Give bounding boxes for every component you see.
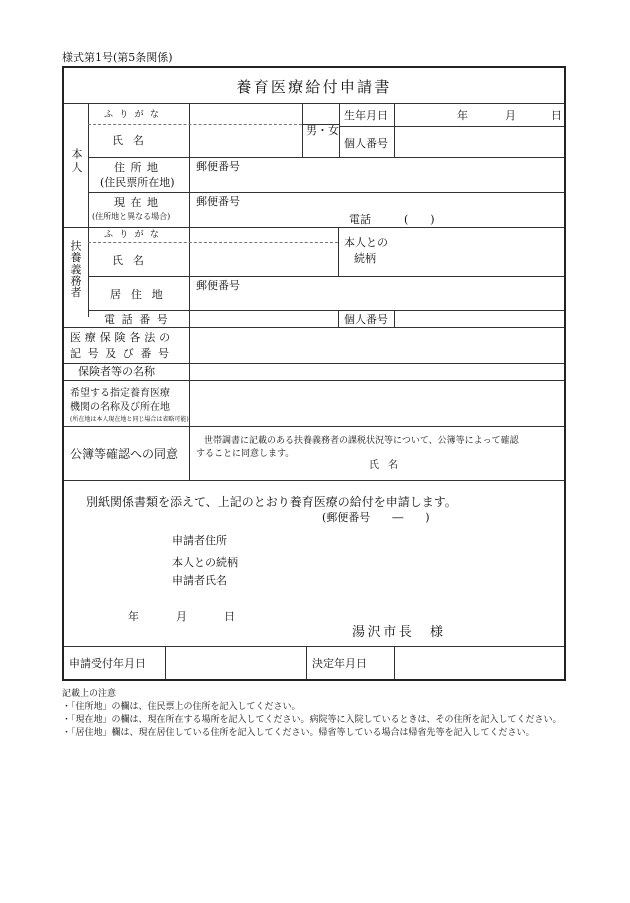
institution-label-1: 希望する指定養育医療: [70, 388, 170, 399]
insurance-symbol-label-2: 記号及び番号: [70, 347, 176, 360]
guardian-phone-label: 電話番号: [104, 313, 175, 326]
guardian-personal-number-label: 個人番号: [344, 313, 388, 326]
guardian-personal-number-input[interactable]: [396, 311, 562, 326]
residence-postal-label: 郵便番号: [196, 279, 240, 292]
address-label: 住所地: [114, 161, 164, 174]
application-year-unit: 年: [128, 610, 139, 623]
application-form: [62, 66, 566, 681]
guardian-furigana-input[interactable]: [191, 229, 336, 241]
child-furigana-input[interactable]: [191, 105, 301, 123]
applicant-name-input[interactable]: [239, 572, 539, 588]
section-child: 本人: [70, 148, 83, 175]
applicant-address-input[interactable]: [239, 532, 539, 548]
child-sex-option[interactable]: 男・女: [306, 124, 339, 137]
residence-input[interactable]: [191, 292, 561, 309]
applicant-relation-input[interactable]: [239, 554, 539, 570]
birth-year-unit: 年: [457, 109, 468, 122]
child-name-label: 氏名: [112, 134, 154, 147]
insurance-symbol-input[interactable]: [191, 329, 561, 362]
application-statement: 別紙関係書類を添えて、上記のとおり養育医療の給付を申請します。: [86, 495, 457, 509]
consent-label: 公簿等確認への同意: [70, 447, 179, 461]
decision-date-input[interactable]: [396, 648, 562, 677]
phone-area-code[interactable]: ( ): [404, 213, 435, 226]
address-sublabel: (住民票所在地): [100, 176, 175, 189]
address-input[interactable]: [191, 174, 561, 191]
relation-label-line2: 続柄: [354, 252, 376, 265]
applicant-address-label: 申請者住所: [172, 534, 227, 547]
child-name-input[interactable]: [191, 126, 301, 156]
guardian-name-label: 氏名: [112, 254, 154, 267]
guardian-furigana-label: ふりがな: [104, 230, 166, 240]
insurer-name-input[interactable]: [191, 365, 561, 379]
institution-label-2: 機関の名称及び所在地: [70, 402, 170, 413]
relation-label-line1: 本人との: [344, 236, 388, 249]
insurance-symbol-label-1: 医療保険各法の: [70, 331, 174, 344]
residence-label: 居住地: [110, 288, 173, 301]
institution-input[interactable]: [191, 382, 561, 425]
current-location-sublabel: (住所地と異なる場合): [92, 212, 171, 221]
child-personal-number-label: 個人番号: [344, 137, 388, 150]
phone-label: 電話: [349, 213, 371, 226]
notes-heading: 記載上の注意: [62, 689, 117, 699]
notes: [62, 688, 562, 740]
decision-date-label: 決定年月日: [312, 657, 367, 670]
section-guardian: 扶養義務者: [69, 240, 82, 298]
birth-month-unit: 月: [505, 109, 516, 122]
child-personal-number-input[interactable]: [396, 128, 562, 156]
applicant-relation-label: 本人との続柄: [172, 556, 238, 569]
note-item: ・「居住地」欄は、現在居住している住所を記入してください。帰省等している場合は帰省先等を記入してください。: [62, 728, 535, 739]
guardian-phone-input[interactable]: [191, 311, 336, 326]
note-item: ・「住所地」の欄は、住民票上の住所を記入してください。: [62, 702, 301, 713]
application-month-unit: 月: [176, 610, 187, 623]
guardian-name-input[interactable]: [191, 244, 336, 275]
consent-text-2: することに同意します。: [196, 449, 295, 459]
child-furigana-label: ふりがな: [104, 110, 166, 120]
form-number: 様式第1号(第5条関係): [62, 51, 173, 64]
applicant-name-label: 申請者氏名: [172, 574, 227, 587]
addressee: 湯沢市長 様: [352, 625, 446, 640]
address-postal-label: 郵便番号: [196, 160, 240, 173]
insurer-name-label: 保険者等の名称: [78, 365, 155, 378]
note-item: ・「現在地」の欄は、現在所在する場所を記入してください。病院等に入院しているときは、その住所を記入してください。: [62, 715, 562, 726]
received-date-label: 申請受付年月日: [69, 657, 146, 670]
consent-signature-input[interactable]: [424, 458, 560, 476]
received-date-input[interactable]: [167, 648, 304, 677]
birth-day-unit: 日: [551, 109, 562, 122]
birthdate-label: 生年月日: [344, 109, 388, 122]
form-title: 養育医療給付申請書: [236, 78, 392, 96]
application-day-unit: 日: [224, 610, 235, 623]
consent-name-label: 氏名: [369, 460, 407, 471]
current-postal-label: 郵便番号: [196, 195, 240, 208]
applicant-postal[interactable]: (郵便番号 ― ): [322, 511, 430, 524]
current-location-label: 現在地: [114, 196, 164, 209]
institution-note: (所在地は本人現在地と同じ場合は省略可能): [70, 416, 189, 423]
consent-text-1: 世帯調書に記載のある扶養義務者の課税状況等について、公簿等によって確認: [204, 436, 519, 446]
